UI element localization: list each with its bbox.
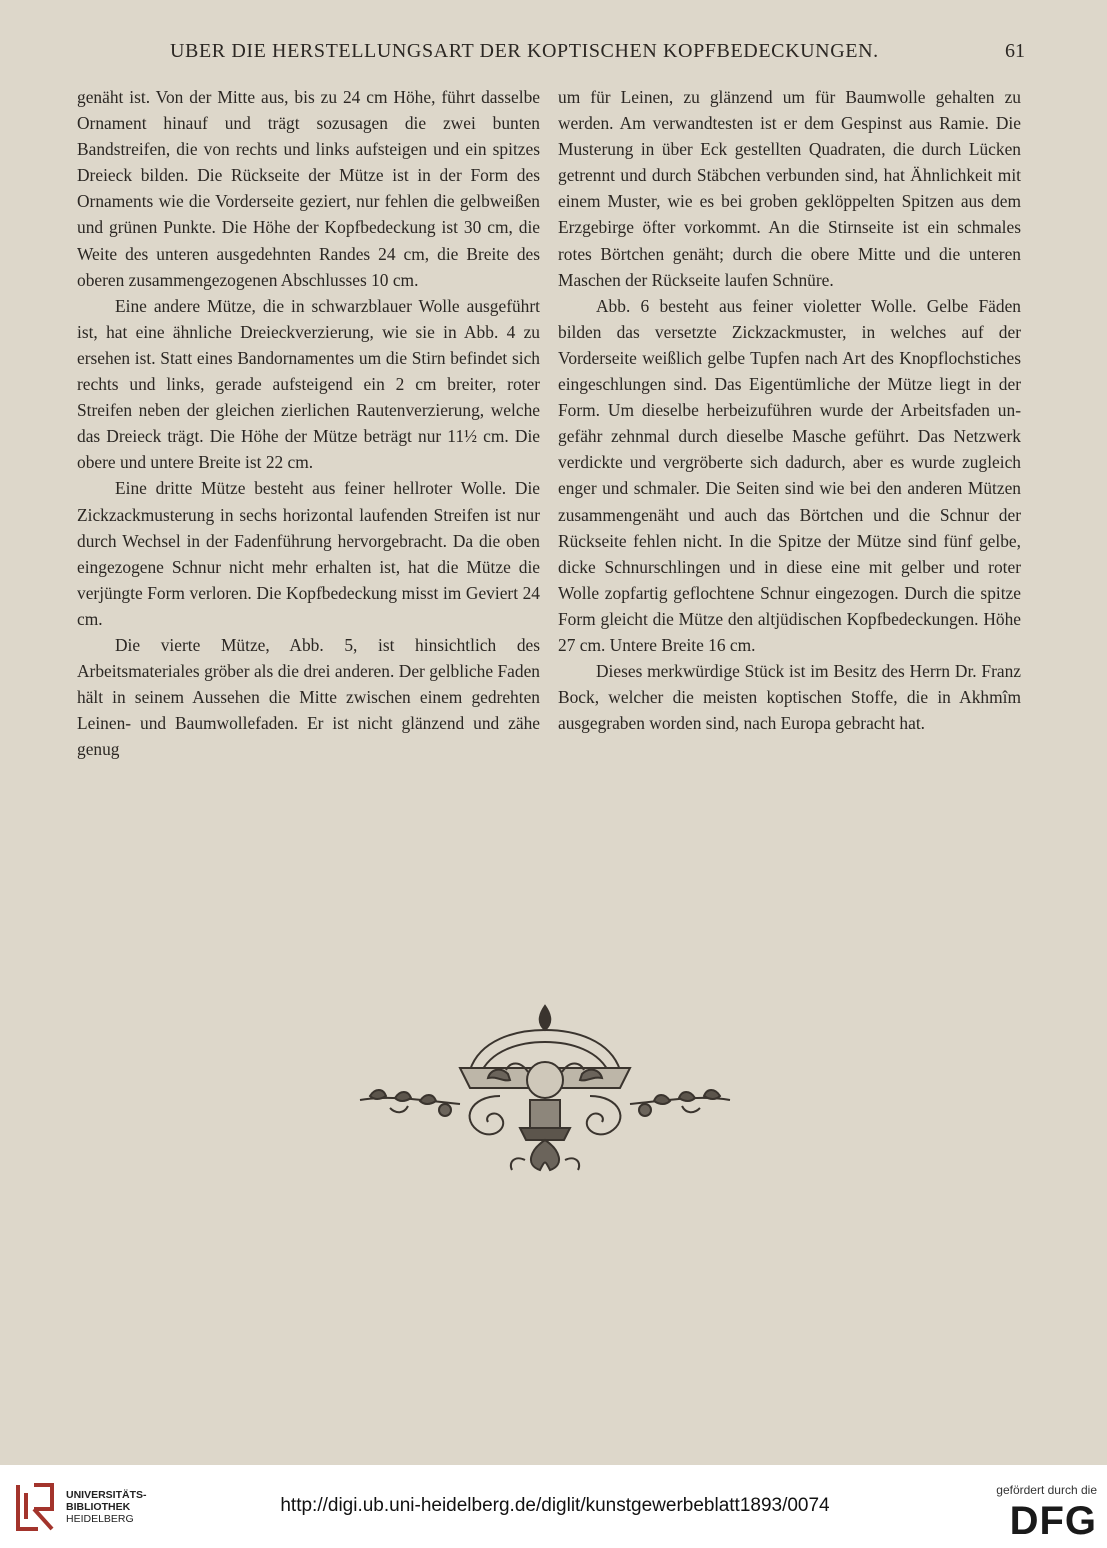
ornament-vignette-icon xyxy=(350,1000,740,1180)
library-name-line: UNIVERSITÄTS- xyxy=(66,1489,147,1501)
running-title: UBER DIE HERSTELLUNGSART DER KOPTISCHEN KOPFBEDECKUNGEN. xyxy=(170,40,879,62)
dfg-logo: DFG xyxy=(1009,1499,1097,1543)
page-number: 61 xyxy=(1005,40,1025,62)
paragraph: Eine dritte Mütze besteht aus feiner hellroter Wolle. Die Zickzackmusterung in sechs horizontal laufenden Streifen ist nur durch Wechsel in der Fadenführung hervorgebracht. Da die oben eingezogene Schnur nicht mehr erhalten ist, hat die Mütze die verjüngte Form verloren. Die Kopfbedeckung misst im Geviert 24 cm. xyxy=(77,478,540,629)
paragraph: genäht ist. Von der Mitte aus, bis zu 24 cm Höhe, führt dasselbe Ornament hinauf und trägt sozusagen die zwei bunten Bandstreifen, die von rechts und links aufsteigen und ein spitzes Dreieck bilden. Die Rückseite der Mütze ist in der Form des Ornaments wie die Vorderseite geziert, nur fehlen die gelbweißen und grünen Punkte. Die Höhe der Kopfbedeckung ist 30 cm, die Weite des unteren ausgedehnten Randes 24 cm, die Breite des oberen zusammengezogenen Abschlusses 10 cm. xyxy=(77,87,540,290)
source-url-link[interactable]: http://digi.ub.uni-heidelberg.de/diglit/kunstgewerbeblatt1893/0074 xyxy=(280,1495,830,1516)
funding-caption: gefördert durch die xyxy=(996,1483,1097,1497)
paragraph: Dieses merkwürdige Stück ist im Besitz des Herrn Dr. Franz Bock, welcher die meisten koptischen Stoffe, die in Akhmîm ausgegraben worden sind, nach Europa gebracht hat. xyxy=(558,661,1021,734)
paragraph: um für Leinen, zu glänzend um für Baumwolle gehalten zu werden. Am verwandtesten ist er dem Gespinst aus Ramie. Die Musterung in über Eck gestellten Quadraten, die durch Lücken getrennt und durch Stäbchen verbunden sind, hat Ähnlichkeit mit einem Muster, wie es bei groben geklöppelten Spitzen aus dem Erzgebirge öfter vorkommt. An die Stirnseite ist ein schmales rotes Börtchen genäht; durch die obere Mitte und die unteren Maschen der Rückseite laufen Schnüre. xyxy=(558,87,1021,290)
paragraph: Eine andere Mütze, die in schwarzblauer Wolle ausgeführt ist, hat eine ähnliche Dreieckverzierung, wie sie in Abb. 4 zu ersehen ist. Statt eines Bandornamentes um die Stirn befindet sich rechts und links, gerade aufsteigend ein 2 cm breiter, roter Streifen neben der gleichen zierlichen Rautenverzierung, welche das Dreieck trägt. Die Höhe der Mütze beträgt nur 11½ cm. Die obere und untere Breite ist 22 cm. xyxy=(77,295,540,473)
library-name xyxy=(66,1489,147,1525)
library-name-line: BIBLIOTHEK xyxy=(66,1501,131,1513)
left-column xyxy=(77,84,540,762)
university-library-logo-icon xyxy=(12,1479,58,1535)
right-column xyxy=(558,84,1021,736)
library-name-line: HEIDELBERG xyxy=(66,1513,134,1525)
paragraph: Die vierte Mütze, Abb. 5, ist hinsichtlich des Arbeitsmateriales gröber als die drei anderen. Der gelbliche Faden hält in seinem Aussehen die Mitte zwischen einem gedrehten Leinen- und Baumwollefaden. Er ist nicht glänzend und zähe genug xyxy=(77,634,540,760)
footer-bar xyxy=(0,1465,1107,1548)
paragraph: Abb. 6 besteht aus feiner violetter Wolle. Gelbe Fäden bilden das versetzte Zickzackmuster, in welches auf der Vorderseite weißlich gelbe Tupfen nach Art des Knopflochstiches eingeschlungen sind. Das Eigentümliche der Mütze liegt in der Form. Um dieselbe herbeizuführen wurde der Arbeitsfaden ungefähr zehnmal durch dieselbe Masche geführt. Das Netzwerk verdickte und vergröberte sich dadurch, aber es wurde zugleich enger und schmaler. Die Seiten sind wie bei den anderen Mützen zusammengenäht und auch das Börtchen und die Schnur der Rückseite fehlen nicht. In die Spitze der Mütze sind fünf gelbe, dicke Schnurschlingen und in diese eine mit gelber und roter Wolle zopfartig geflochtene Schnur eingezogen. Durch die spitze Form gleicht die Mütze den altjüdischen Kopfbedeckungen. Höhe 27 cm. Untere Breite 16 cm. xyxy=(558,295,1021,655)
